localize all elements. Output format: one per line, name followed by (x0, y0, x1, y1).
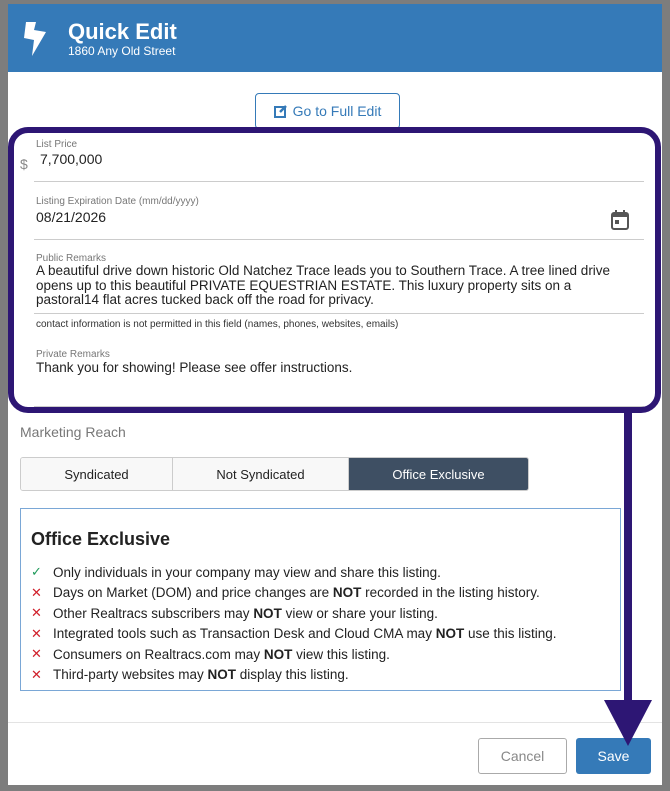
option-office-exclusive[interactable]: Office Exclusive (349, 458, 528, 490)
text: recorded in the listing history. (361, 585, 540, 601)
check-icon: ✓ (31, 564, 42, 580)
x-icon: ✕ (31, 584, 42, 600)
text: view this listing. (292, 646, 390, 662)
x-icon: ✕ (31, 625, 42, 641)
public-remarks-helper: contact information is not permitted in this field (names, phones, websites, emails) (36, 319, 399, 330)
info-item-text (53, 565, 441, 580)
full-edit-label: Go to Full Edit (292, 103, 382, 119)
dollar-prefix: $ (20, 156, 28, 172)
text: Consumers on Realtracs.com may (53, 646, 264, 662)
marketing-reach-label: Marketing Reach (20, 424, 126, 440)
text: Integrated tools such as Transaction Desk and Cloud CMA may (53, 626, 436, 642)
x-icon: ✕ (31, 666, 42, 682)
text: view or share your listing. (281, 605, 438, 621)
public-remarks-textarea[interactable]: A beautiful drive down historic Old Natchez Trace leads you to Southern Trace. A tree lined drive opens up to this beautiful PRIVATE EQUESTRIAN ESTATE. This luxury property sits on a pastoral14 flat acres tucked back off the road for privacy. (36, 264, 611, 307)
lightning-bolt-icon (22, 22, 48, 56)
info-item-text (53, 606, 438, 621)
list-price-input[interactable]: 7,700,000 (40, 151, 103, 167)
info-item-text (53, 585, 540, 600)
divider (34, 313, 644, 314)
x-icon: ✕ (31, 605, 42, 621)
info-list (31, 562, 557, 685)
info-item (31, 603, 557, 624)
text: use this listing. (464, 626, 557, 642)
info-item (31, 562, 557, 583)
option-syndicated[interactable]: Syndicated (21, 458, 173, 490)
info-item-text (53, 667, 349, 682)
text: Other Realtracs subscribers may (53, 605, 254, 621)
emphasis: NOT (253, 605, 282, 621)
modal-header (8, 4, 662, 72)
private-remarks-textarea[interactable]: Thank you for showing! Please see offer instructions. (36, 360, 353, 375)
text: display this listing. (236, 667, 349, 683)
divider (34, 181, 644, 182)
emphasis: NOT (435, 626, 465, 642)
info-item (31, 665, 557, 686)
office-exclusive-info (20, 508, 621, 691)
option-not-syndicated[interactable]: Not Syndicated (173, 458, 349, 490)
expiration-date-input[interactable]: 08/21/2026 (36, 209, 107, 225)
text: Days on Market (DOM) and price changes are (53, 585, 333, 601)
info-item (31, 624, 557, 645)
modal-title: Quick Edit (68, 19, 177, 44)
go-to-full-edit-button[interactable] (255, 93, 400, 129)
divider (34, 406, 644, 407)
info-item-text (53, 626, 557, 641)
cancel-button[interactable]: Cancel (478, 738, 567, 774)
x-icon: ✕ (31, 646, 42, 662)
public-remarks-label: Public Remarks (36, 253, 107, 264)
calendar-icon[interactable] (611, 210, 629, 230)
divider (34, 239, 644, 240)
text: Only individuals in your company may view and share this listing. (53, 564, 441, 580)
emphasis: NOT (207, 667, 237, 683)
info-item (31, 644, 557, 665)
modal-subtitle: 1860 Any Old Street (68, 44, 176, 58)
list-price-label: List Price (36, 139, 78, 150)
info-title: Office Exclusive (31, 529, 171, 549)
info-item-text (53, 647, 390, 662)
expiration-label: Listing Expiration Date (mm/dd/yyyy) (36, 196, 199, 207)
private-remarks-label: Private Remarks (36, 349, 110, 360)
emphasis: NOT (332, 585, 362, 601)
edit-icon (274, 104, 288, 118)
marketing-reach-segmented (20, 457, 529, 491)
emphasis: NOT (263, 646, 293, 662)
save-button[interactable]: Save (576, 738, 651, 774)
info-item (31, 583, 557, 604)
text: Third-party websites may (53, 667, 208, 683)
